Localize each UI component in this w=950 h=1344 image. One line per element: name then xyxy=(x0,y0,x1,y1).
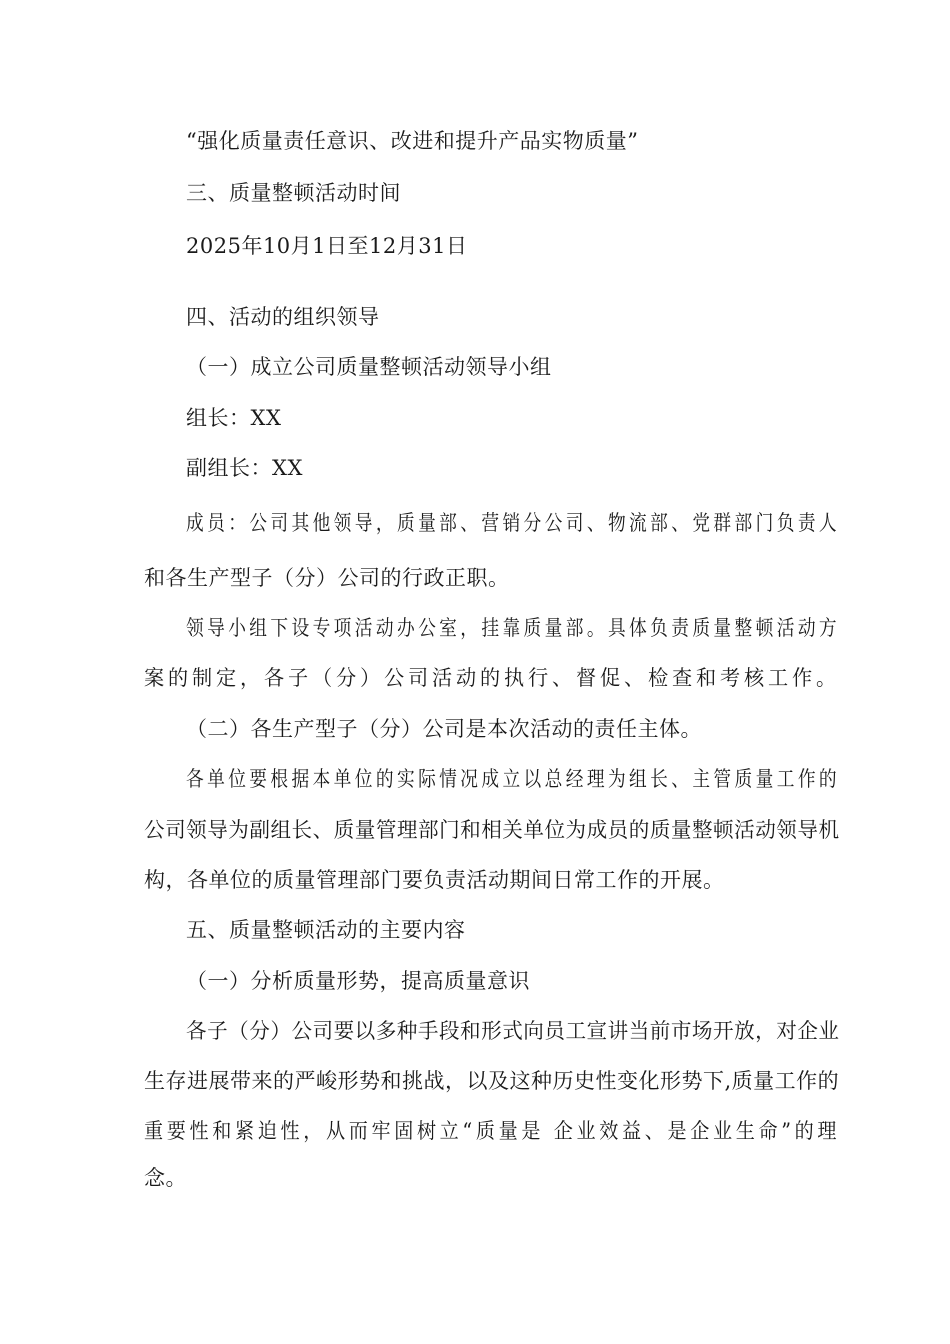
leader-line: 组长：XX xyxy=(186,406,282,430)
activity-period: 2025年10月1日至12月31日 xyxy=(186,234,468,258)
section-heading-5: 五、质量整顿活动的主要内容 xyxy=(186,918,466,942)
section-heading-3: 三、质量整顿活动时间 xyxy=(186,181,401,205)
deputy-leader-line: 副组长：XX xyxy=(186,456,303,480)
paragraph-line: 各单位要根据本单位的实际情况成立以总经理为组长、主管质量工作的 xyxy=(186,767,841,791)
members-line: 成员：公司其他领导，质量部、营销分公司、物流部、党群部门负责人 xyxy=(186,511,841,535)
subsection-heading: （一）分析质量形势，提高质量意识 xyxy=(186,969,530,993)
paragraph-line: 生存进展带来的严峻形势和挑战，以及这种历史性变化形势下,质量工作的 xyxy=(144,1069,840,1093)
members-line-cont: 和各生产型子（分）公司的行政正职。 xyxy=(144,566,510,590)
paragraph-line: 领导小组下设专项活动办公室，挂靠质量部。具体负责质量整顿活动方 xyxy=(186,616,841,640)
paragraph-line: 构，各单位的质量管理部门要负责活动期间日常工作的开展。 xyxy=(144,868,725,892)
slogan-line: “强化质量责任意识、改进和提升产品实物质量” xyxy=(186,129,639,153)
paragraph-line: 案的制定，各子（分）公司活动的执行、督促、检查和考核工作。 xyxy=(144,666,840,690)
paragraph-line: 各子（分）公司要以多种手段和形式向员工宣讲当前市场开放，对企业 xyxy=(186,1019,840,1043)
section-heading-4: 四、活动的组织领导 xyxy=(186,305,380,329)
subsection-heading: （二）各生产型子（分）公司是本次活动的责任主体。 xyxy=(186,717,702,741)
paragraph-line: 念。 xyxy=(144,1166,187,1190)
paragraph-line: 重要性和紧迫性，从而牢固树立“质量是 企业效益、是企业生命”的理 xyxy=(144,1119,841,1143)
paragraph-line: 公司领导为副组长、质量管理部门和相关单位为成员的质量整顿活动领导机 xyxy=(144,818,840,842)
subsection-heading: （一）成立公司质量整顿活动领导小组 xyxy=(186,355,552,379)
